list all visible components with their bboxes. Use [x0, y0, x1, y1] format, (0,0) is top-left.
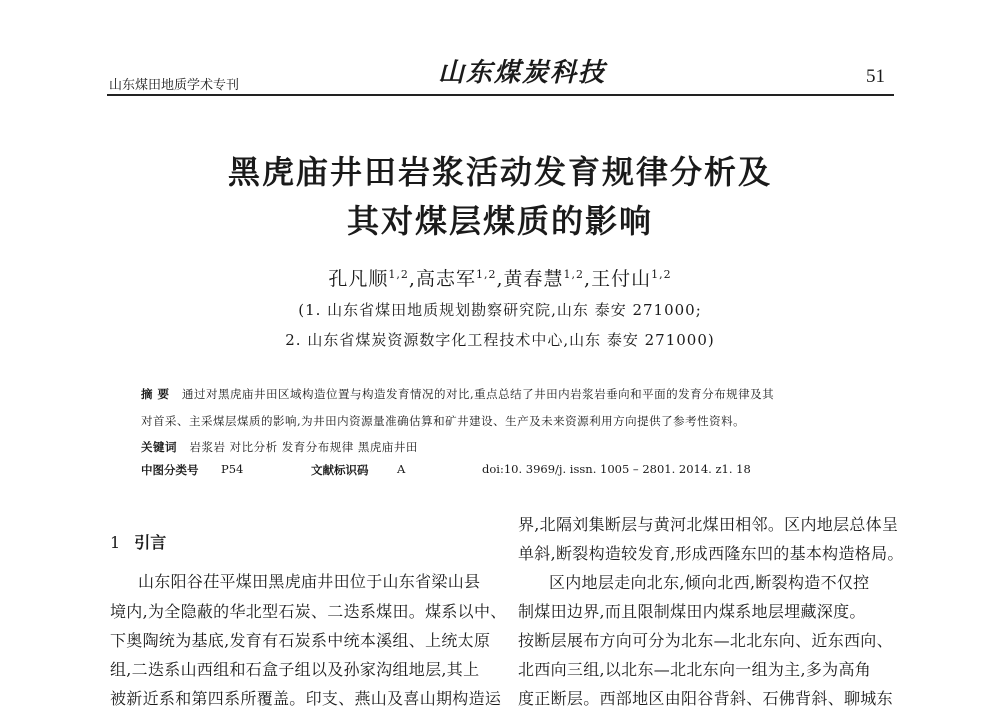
affiliation-1: (1. 山东省煤田地质规划勘察研究院,山东 泰安 271000; [298, 301, 702, 319]
affiliation-2: 2. 山东省煤炭资源数字化工程技术中心,山东 泰安 271000) [285, 331, 715, 349]
doi: doi:10. 3969/j. issn. 1005 – 2801. 2014. z1. 18 [482, 462, 751, 476]
right-column-line: 界,北隔刘集断层与黄河北煤田相邻。区内地层总体呈 [518, 515, 899, 534]
doc-code-value: A [397, 462, 406, 476]
author: 王付山$^{1,2}$ [591, 268, 672, 290]
abstract-label: 摘 要 [141, 387, 170, 401]
author-list [0, 264, 1000, 291]
abstract-line-1 [141, 386, 774, 402]
right-column-line: 制煤田边界,而且限制煤田内煤系地层埋藏深度。 [518, 602, 866, 621]
journal-logo: 山东煤炭科技 [438, 58, 607, 88]
keywords-text: 岩浆岩 对比分析 发育分布规律 黑虎庙井田 [189, 440, 418, 454]
right-column-line: 区内地层走向北东,倾向北西,断裂构造不仅控 [549, 573, 870, 592]
clc-value: P54 [221, 462, 244, 476]
clc-label: 中图分类号 [141, 463, 199, 477]
abstract-text: 通过对黑虎庙井田区域构造位置与构造发育情况的对比,重点总结了井田内岩浆岩垂向和平面的发育分布规律及其 [181, 387, 775, 401]
keywords [141, 439, 418, 455]
right-column-line: 按断层展布方向可分为北东—北北东向、近东西向、 [518, 631, 893, 650]
keywords-label: 关键词 [141, 440, 177, 454]
left-column-line: 被新近系和第四系所覆盖。印支、燕山及喜山期构造运 [110, 689, 502, 708]
author: 孔凡顺$^{1,2}$, [328, 268, 416, 290]
author: 高志军$^{1,2}$, [415, 268, 504, 290]
section-title: 引言 [134, 533, 167, 552]
header-rule [107, 94, 894, 96]
paper-title-line-2: 其对煤层煤质的影响 [346, 202, 653, 240]
page-number: 51 [866, 66, 885, 87]
left-column-line: 组,二迭系山西组和石盒子组以及孙家沟组地层,其上 [110, 660, 480, 679]
left-column-line: 山东阳谷茌平煤田黑虎庙井田位于山东省梁山县 [138, 572, 481, 591]
section-number: 1 [110, 533, 121, 552]
doc-code-label: 文献标识码 [311, 463, 369, 477]
right-column-line: 度正断层。西部地区由阳谷背斜、石佛背斜、聊城东 [518, 689, 893, 708]
paper-title-line-1: 黑虎庙井田岩浆活动发育规律分析及 [227, 153, 772, 191]
author: 黄春慧$^{1,2}$, [503, 268, 592, 290]
right-column-line: 北西向三组,以北东—北北东向一组为主,多为高角 [518, 660, 872, 679]
abstract-line-2: 对首采、主采煤层煤质的影响,为井田内资源量准确估算和矿井建设、生产及未来资源利用方向提供了参考性资料。 [141, 414, 746, 428]
journal-name: 山东煤田地质学术专刊 [109, 78, 240, 93]
left-column-line: 下奥陶统为基底,发育有石炭系中统本溪组、上统太原 [110, 631, 491, 650]
section-heading [110, 530, 166, 553]
right-column-line: 单斜,断裂构造较发育,形成西隆东凹的基本构造格局。 [518, 544, 904, 563]
left-column-line: 境内,为全隐蔽的华北型石炭、二迭系煤田。煤系以中、 [110, 602, 507, 621]
